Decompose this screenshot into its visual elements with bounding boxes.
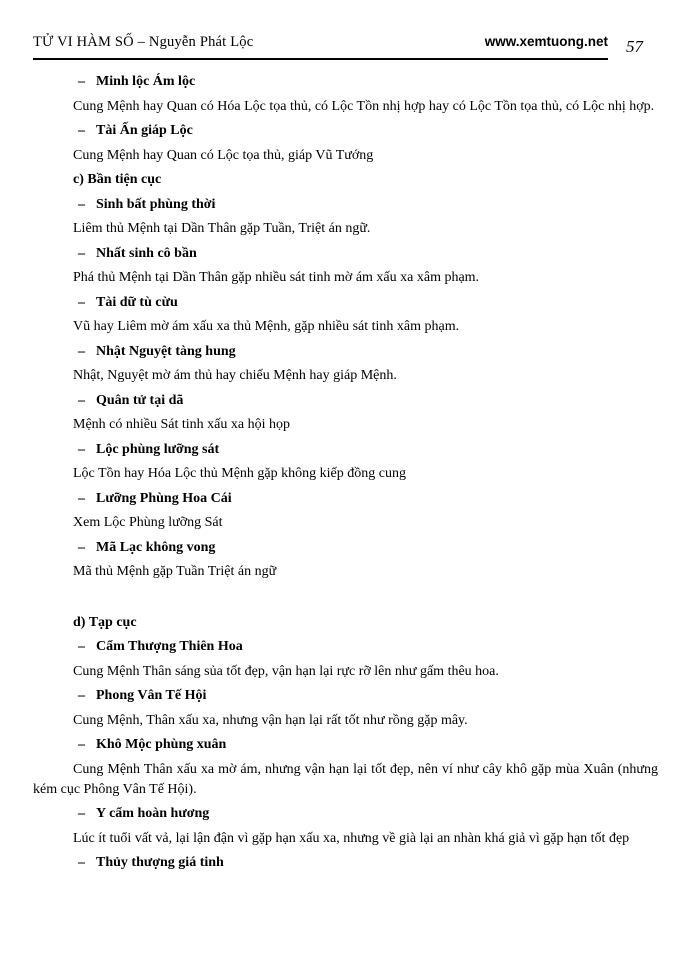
dash-glyph: – <box>78 294 85 310</box>
rule-heading <box>33 804 658 824</box>
rule-heading-label: Minh lộc Ám lộc <box>96 74 196 89</box>
dash-glyph: – <box>78 392 85 408</box>
paragraph: Xem Lộc Phùng lưỡng Sát <box>73 515 223 530</box>
page-number: 57 <box>626 37 643 56</box>
dash-glyph: – <box>78 855 85 870</box>
paragraph: Cung Mệnh Thân sáng sủa tốt đẹp, vận hạn lại rực rỡ lên như gấm thêu hoa. <box>73 663 499 679</box>
paragraph: Cung Mệnh, Thân xấu xa, nhưng vận hạn lại rất tốt như rồng gặp mây. <box>73 712 468 728</box>
rule-heading-label: Tài dữ tù cừu <box>96 294 178 310</box>
rule-heading-label: Mã Lạc không vong <box>96 539 216 555</box>
paragraph: Cung Mệnh Thân xấu xa mờ ám, nhưng vận hạn lại tốt đẹp, nên ví như cây khô gặp mùa Xuân (nhưng kém cục Phông Vân Tế Hội). <box>33 761 658 797</box>
rule-heading <box>33 391 658 411</box>
dash-glyph: – <box>78 245 85 261</box>
rule-heading <box>33 735 658 755</box>
rule-heading-label: Nhất sinh cô bần <box>96 245 197 261</box>
section-gap <box>33 587 658 613</box>
dash-glyph: – <box>78 123 85 138</box>
paragraph: Mã thủ Mệnh gặp Tuần Triệt án ngữ <box>73 564 277 579</box>
rule-heading-label: Thủy thượng giá tinh <box>96 855 224 870</box>
dash-glyph: – <box>78 196 85 212</box>
rule-heading-label: Khô Mộc phùng xuân <box>96 737 227 752</box>
dash-glyph: – <box>78 737 85 752</box>
dash-glyph: – <box>78 539 85 555</box>
website-url: www.xemtuong.net <box>484 34 608 49</box>
rule-heading-label: Nhật Nguyệt tàng hung <box>96 343 236 359</box>
paragraph: Cung Mệnh hay Quan có Lộc tọa thủ, giáp Vũ Tướng <box>73 147 374 163</box>
rule-heading <box>33 853 658 873</box>
rule-heading-label: Lưỡng Phùng Hoa Cái <box>96 490 232 506</box>
rule-heading-label: Y cẩm hoàn hương <box>96 806 210 821</box>
book-title: TỬ VI HÀM SỐ – Nguyễn Phát Lộc <box>33 34 254 50</box>
rule-heading <box>33 342 658 362</box>
rule-heading-label: Phong Vân Tế Hội <box>96 688 207 703</box>
rule-heading <box>33 121 658 141</box>
dash-glyph: – <box>78 74 85 89</box>
section-heading: c) Bần tiện cục <box>73 172 162 187</box>
rule-heading-label: Tài Ấn giáp Lộc <box>96 123 193 138</box>
rule-heading <box>33 489 658 509</box>
paragraph: Lúc ít tuổi vất vả, lại lận đận vì gặp hạn xấu xa, nhưng về già lại an nhàn khá giả vì gặp hạn tốt đẹp <box>73 830 630 846</box>
header-rule <box>33 34 608 60</box>
paragraph: Phá thủ Mệnh tại Dần Thân gặp nhiều sát tinh mờ ám xấu xa xâm phạm. <box>73 270 480 285</box>
paragraph: Lộc Tồn hay Hóa Lộc thủ Mệnh gặp không kiếp đồng cung <box>73 466 406 481</box>
rule-heading-label: Sinh bất phùng thời <box>96 196 216 212</box>
paragraph: Cung Mệnh hay Quan có Hóa Lộc tọa thủ, có Lộc Tồn nhị hợp hay có Lộc Tồn tọa thủ, có Lộc nhị hợp. <box>73 98 655 114</box>
rule-heading <box>33 440 658 460</box>
paragraph: Vũ hay Liêm mờ ám xấu xa thủ Mệnh, gặp nhiều sát tinh xâm phạm. <box>73 319 460 334</box>
dash-glyph: – <box>78 441 85 457</box>
rule-heading-label: Quân tử tại dã <box>96 392 184 408</box>
rule-heading <box>33 538 658 558</box>
paragraph: Liêm thủ Mệnh tại Dần Thân gặp Tuần, Triệt án ngữ. <box>73 221 371 236</box>
dash-glyph: – <box>78 688 85 703</box>
section-heading: d) Tạp cục <box>73 614 137 630</box>
page-header <box>33 34 658 60</box>
rule-heading <box>33 637 658 657</box>
page-content <box>33 60 658 873</box>
rule-heading <box>33 195 658 215</box>
rule-heading <box>33 686 658 706</box>
rule-heading <box>33 72 658 92</box>
dash-glyph: – <box>78 806 85 821</box>
dash-glyph: – <box>78 490 85 506</box>
dash-glyph: – <box>78 639 85 654</box>
rule-heading-label: Lộc phùng lưỡng sát <box>96 441 220 457</box>
paragraph: Mệnh có nhiều Sát tinh xấu xa hội họp <box>73 417 290 432</box>
paragraph: Nhật, Nguyệt mờ ám thủ hay chiếu Mệnh hay giáp Mệnh. <box>73 368 397 383</box>
dash-glyph: – <box>78 343 85 359</box>
rule-heading <box>33 293 658 313</box>
rule-heading-label: Cẩm Thượng Thiên Hoa <box>96 639 243 654</box>
rule-heading <box>33 244 658 264</box>
